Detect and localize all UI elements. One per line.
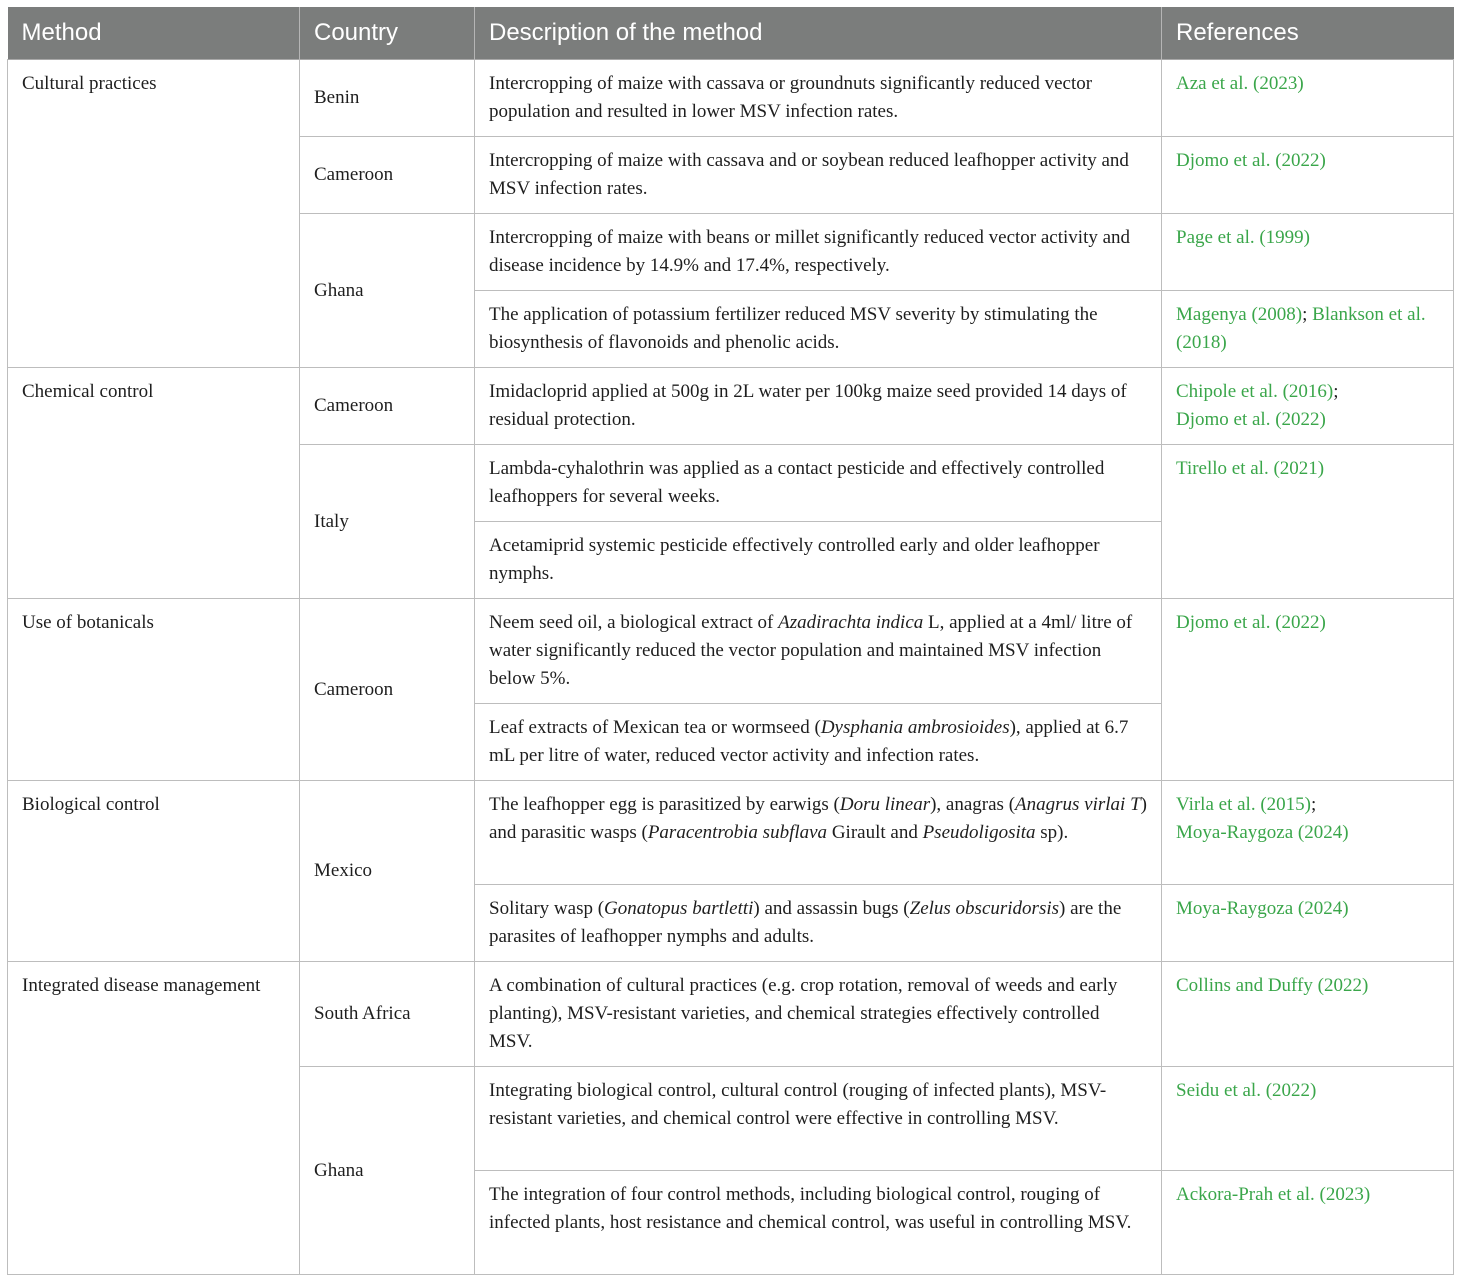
- reference-link[interactable]: Ackora-Prah et al. (2023): [1176, 1184, 1371, 1205]
- description-cell: Imidacloprid applied at 500g in 2L water per 100kg maize seed provided 14 days of residual protection.: [475, 368, 1162, 445]
- method-cell: Chemical control: [8, 368, 300, 599]
- reference-separator: ;: [1333, 381, 1339, 402]
- reference-link[interactable]: Aza et al. (2023): [1176, 73, 1304, 94]
- description-cell: Acetamiprid systemic pesticide effectively controlled early and older leafhopper nymphs.: [475, 522, 1162, 599]
- country-cell: Ghana: [300, 214, 475, 368]
- reference-link[interactable]: Chipole et al. (2016): [1176, 381, 1334, 402]
- description-cell: Lambda-cyhalothrin was applied as a contact pesticide and effectively controlled leafhoppers for several weeks.: [475, 445, 1162, 522]
- table-row: [8, 60, 1454, 137]
- reference-cell: [1162, 445, 1454, 599]
- description-cell: A combination of cultural practices (e.g. crop rotation, removal of weeds and early planting), MSV-resistant varieties, and chemical strategies effectively controlled MSV.: [475, 962, 1162, 1067]
- reference-cell: [1162, 137, 1454, 214]
- species-name: Dysphania ambrosioides: [820, 717, 1010, 738]
- reference-link[interactable]: Magenya (2008): [1176, 304, 1303, 325]
- reference-link[interactable]: Moya-Raygoza (2024): [1176, 822, 1349, 843]
- description-cell: Neem seed oil, a biological extract of Azadirachta indica L, applied at a 4ml/ litre of water significantly reduced the vector population and maintained MSV infection below 5%.: [475, 599, 1162, 704]
- reference-link[interactable]: Djomo et al. (2022): [1176, 150, 1326, 171]
- header-row: [8, 7, 1454, 60]
- reference-link[interactable]: Tirello et al. (2021): [1176, 458, 1325, 479]
- description-cell: Intercropping of maize with cassava and or soybean reduced leafhopper activity and MSV infection rates.: [475, 137, 1162, 214]
- table-row: [8, 599, 1454, 704]
- species-name: Azadirachta indica: [778, 612, 924, 633]
- reference-cell: [1162, 60, 1454, 137]
- country-cell: Cameroon: [300, 599, 475, 781]
- reference-cell: [1162, 368, 1454, 445]
- reference-link[interactable]: Seidu et al. (2022): [1176, 1080, 1317, 1101]
- country-cell: Benin: [300, 60, 475, 137]
- reference-separator: ;: [1302, 304, 1313, 325]
- description-cell: Leaf extracts of Mexican tea or wormseed (Dysphania ambrosioides), applied at 6.7 mL per litre of water, reduced vector activity and infection rates.: [475, 704, 1162, 781]
- reference-cell: [1162, 214, 1454, 291]
- method-cell: Integrated disease management: [8, 962, 300, 1275]
- country-cell: Mexico: [300, 781, 475, 962]
- method-cell: Biological control: [8, 781, 300, 962]
- reference-cell: [1162, 962, 1454, 1067]
- header-country: Country: [300, 7, 475, 60]
- country-cell: South Africa: [300, 962, 475, 1067]
- method-cell: Cultural practices: [8, 60, 300, 368]
- description-cell: Solitary wasp (Gonatopus bartletti) and assassin bugs (Zelus obscuridorsis) are the parasites of leafhopper nymphs and adults.: [475, 885, 1162, 962]
- country-cell: Cameroon: [300, 137, 475, 214]
- reference-link[interactable]: Collins and Duffy (2022): [1176, 975, 1369, 996]
- reference-cell: [1162, 291, 1454, 368]
- reference-cell: [1162, 599, 1454, 781]
- description-cell: The application of potassium fertilizer reduced MSV severity by stimulating the biosynthesis of flavonoids and phenolic acids.: [475, 291, 1162, 368]
- description-cell: Intercropping of maize with beans or millet significantly reduced vector activity and disease incidence by 14.9% and 17.4%, respectively.: [475, 214, 1162, 291]
- description-cell: Integrating biological control, cultural control (rouging of infected plants), MSV-resistant varieties, and chemical control were effective in controlling MSV.: [475, 1067, 1162, 1171]
- table-row: [8, 368, 1454, 445]
- reference-link[interactable]: Virla et al. (2015): [1176, 794, 1311, 815]
- table-row: [8, 781, 1454, 885]
- table-row: [8, 962, 1454, 1067]
- reference-link[interactable]: Page et al. (1999): [1176, 227, 1311, 248]
- method-cell: Use of botanicals: [8, 599, 300, 781]
- reference-link[interactable]: Djomo et al. (2022): [1176, 409, 1326, 430]
- country-cell: Italy: [300, 445, 475, 599]
- country-cell: Cameroon: [300, 368, 475, 445]
- species-name: Paracentrobia subflava: [647, 822, 828, 843]
- description-cell: The leafhopper egg is parasitized by earwigs (Doru linear), anagras (Anagrus virlai T) and parasitic wasps (Paracentrobia subflava Girault and Pseudoligosita sp).: [475, 781, 1162, 885]
- species-name: Zelus obscuridorsis: [909, 898, 1060, 919]
- reference-link[interactable]: Moya-Raygoza (2024): [1176, 898, 1349, 919]
- country-cell: Ghana: [300, 1067, 475, 1275]
- reference-link[interactable]: Blankson et al. (2018): [1176, 304, 1426, 353]
- reference-cell: [1162, 885, 1454, 962]
- methods-table: [7, 7, 1454, 1275]
- header-references: References: [1162, 7, 1454, 60]
- description-cell: Intercropping of maize with cassava or groundnuts significantly reduced vector population and resulted in lower MSV infection rates.: [475, 60, 1162, 137]
- reference-cell: [1162, 781, 1454, 885]
- description-cell: The integration of four control methods, including biological control, rouging of infected plants, host resistance and chemical control, was useful in controlling MSV.: [475, 1171, 1162, 1275]
- header-method: Method: [8, 7, 300, 60]
- reference-link[interactable]: Djomo et al. (2022): [1176, 612, 1326, 633]
- species-name: Gonatopus bartletti: [604, 898, 754, 919]
- reference-cell: [1162, 1067, 1454, 1171]
- header-description: Description of the method: [475, 7, 1162, 60]
- species-name: Doru linear: [839, 794, 931, 815]
- reference-cell: [1162, 1171, 1454, 1275]
- species-name: Anagrus virlai T: [1015, 794, 1141, 815]
- reference-separator: ;: [1310, 794, 1317, 815]
- species-name: Pseudoligosita: [922, 822, 1036, 843]
